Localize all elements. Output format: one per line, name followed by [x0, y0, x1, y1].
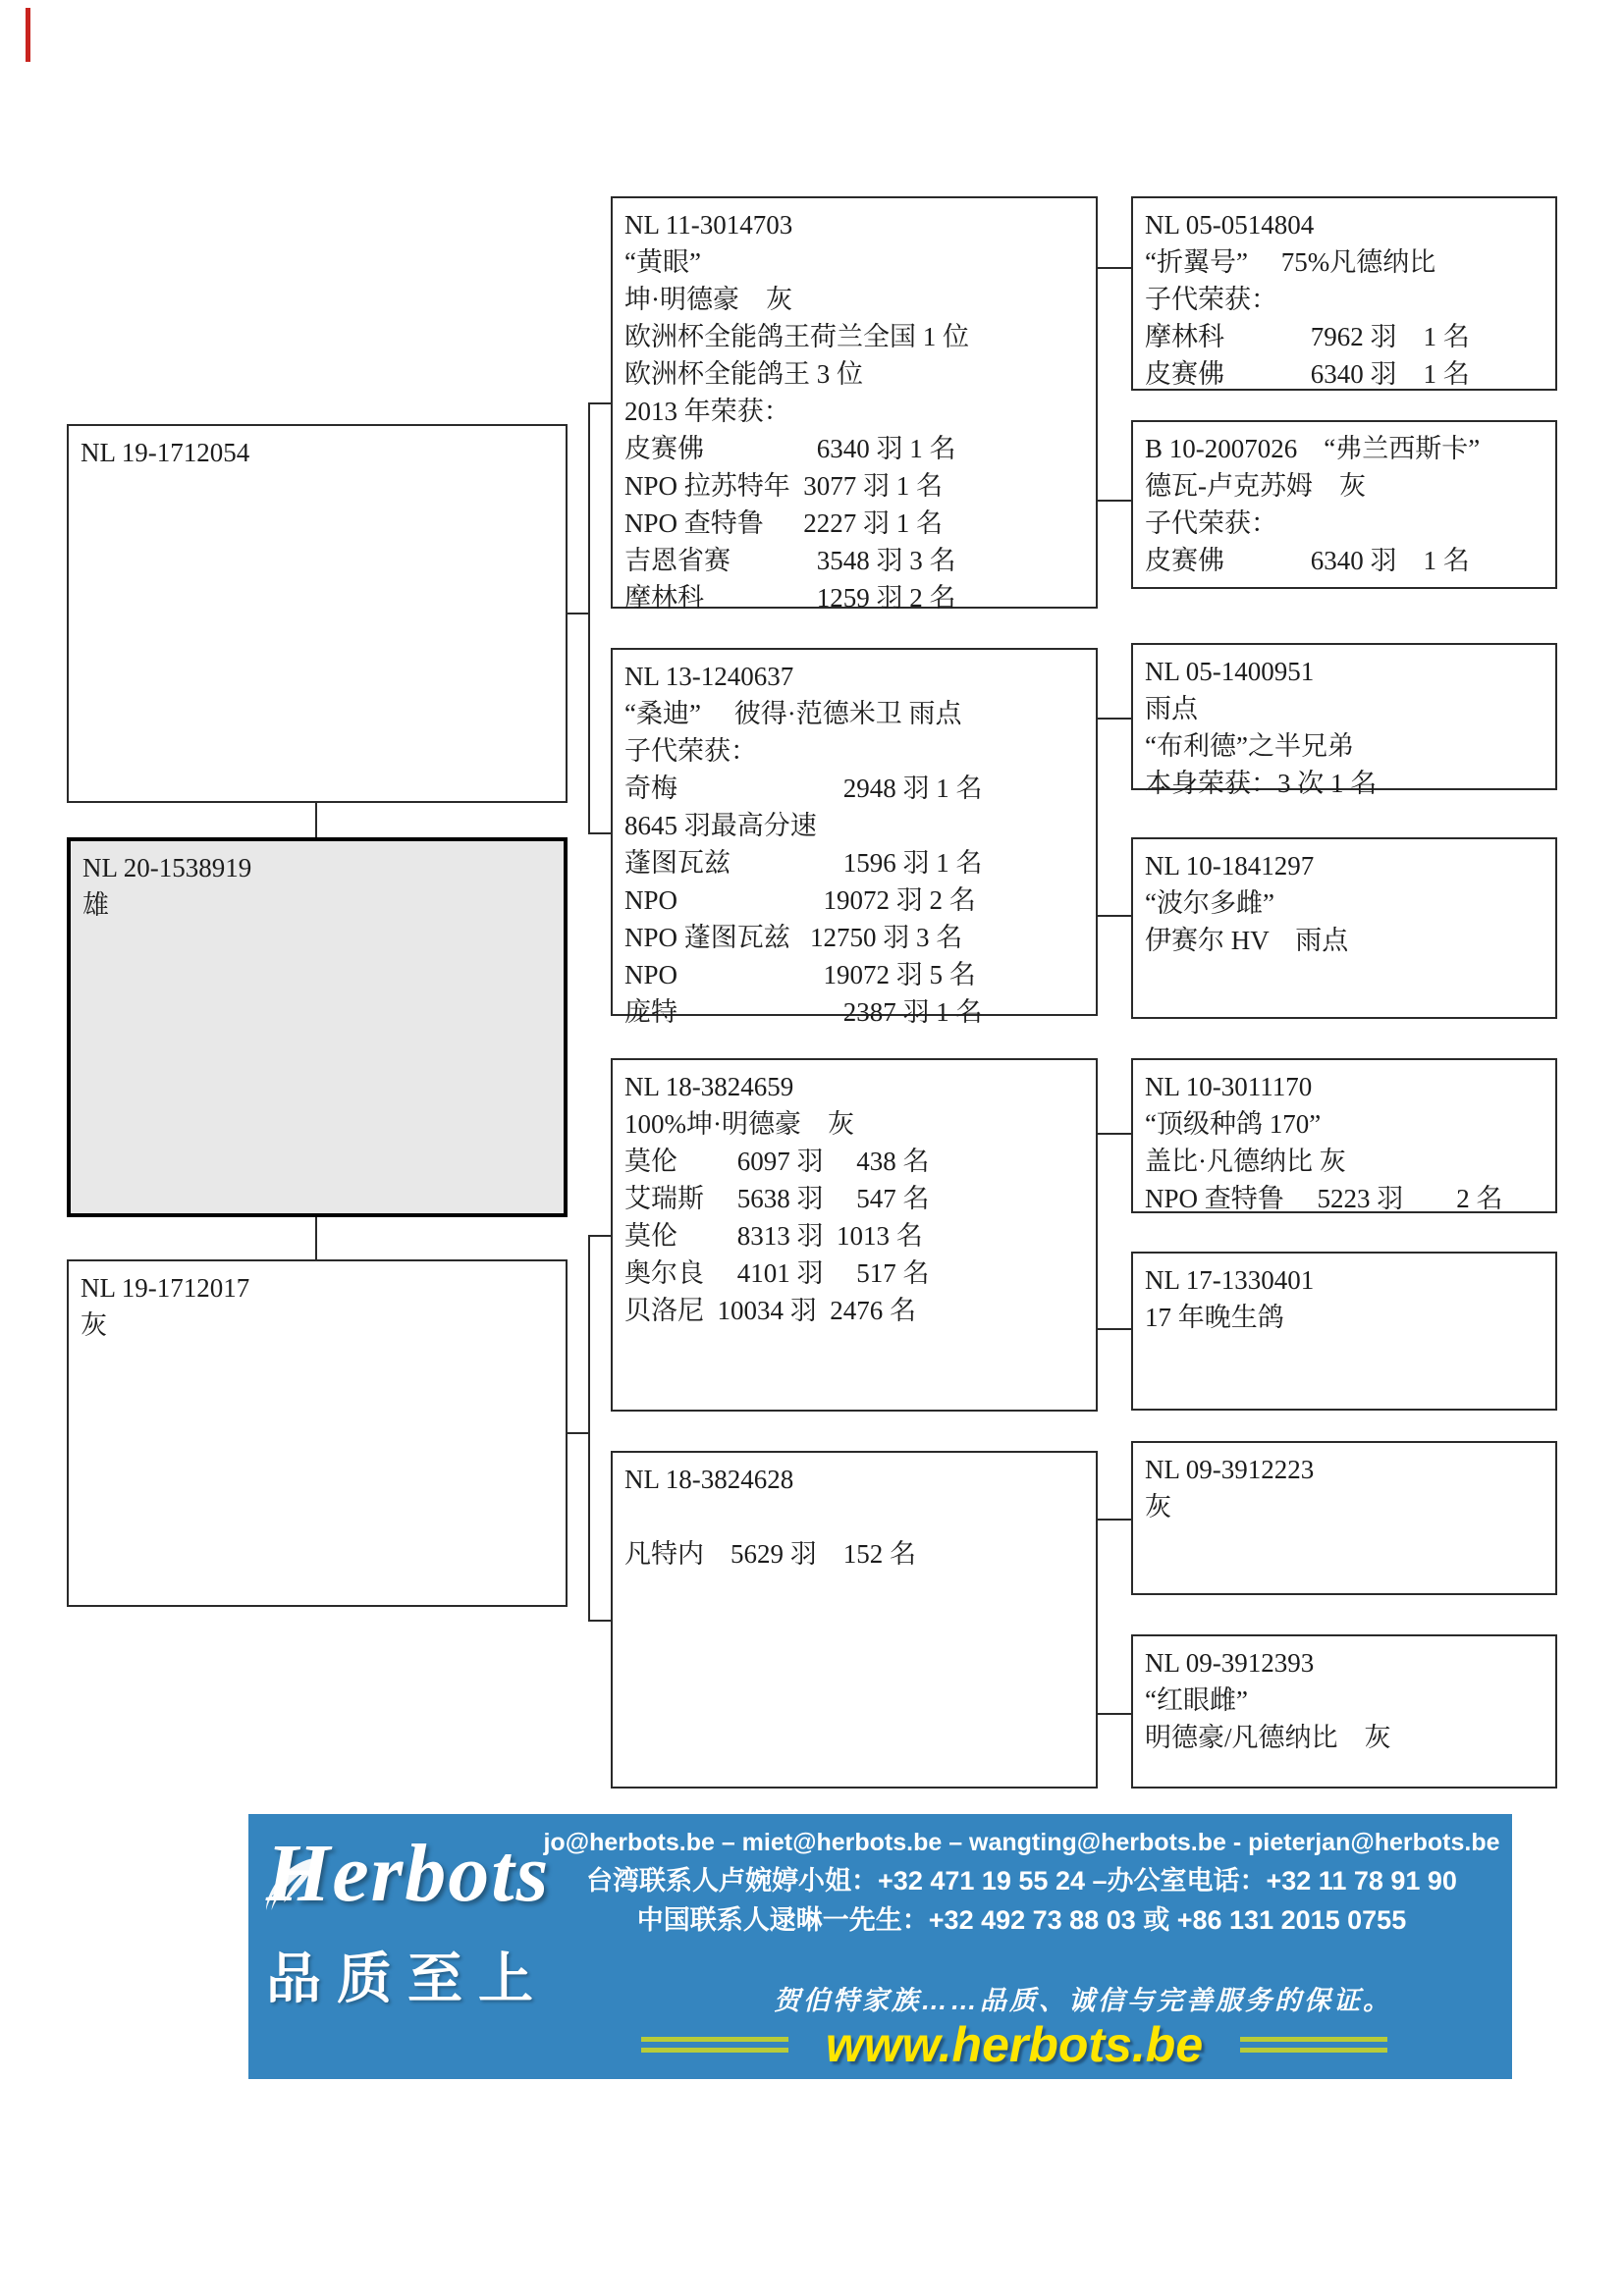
connector-m4-r8 — [1098, 1713, 1131, 1715]
feather-icon — [260, 1853, 323, 1921]
box-text-line: NPO 查特鲁 2227 羽 1 名 — [624, 508, 944, 538]
box-maternal-grandsire — [611, 1058, 1098, 1412]
connector-into-paternal-granddam — [588, 832, 611, 834]
box-paternal-granddam — [611, 648, 1098, 1027]
box-text-line: 8645 羽最高分速 — [624, 811, 817, 840]
box-text-line: 盖比·凡德纳比 灰 — [1145, 1147, 1346, 1176]
box-text-line: 奥尔良 4101 羽 517 名 — [624, 1258, 930, 1288]
box-text-line: NPO 19072 羽 5 名 — [624, 960, 976, 989]
box-subject — [67, 837, 568, 1217]
connector-m4-r7 — [1098, 1519, 1131, 1521]
banner-contact-china: 中国联系人逯晽一先生：+32 492 73 88 03 或 +86 131 2015 0755 — [636, 1905, 1407, 1935]
connector-m2-r4 — [1098, 915, 1131, 917]
box-paternal-grandsire — [611, 196, 1098, 613]
box-text-line: 贝洛尼 10034 羽 2476 名 — [624, 1296, 916, 1325]
box-text-line: 2013 年荣获： — [624, 397, 790, 426]
box-text-line: NPO 19072 羽 2 名 — [624, 885, 976, 915]
box-text-line: “波尔多雌” — [1145, 888, 1274, 918]
banner-contact-taiwan: 台湾联系人卢婉婷小姐：+32 471 19 55 24 –办公室电话：+32 11 78 91 90 — [586, 1866, 1457, 1896]
box-text-line: 欧洲杯全能鸽王荷兰全国 1 位 — [624, 322, 969, 351]
herbots-logo-text: Herbots — [266, 1828, 551, 1919]
box-maternal-granddam — [611, 1451, 1098, 1789]
box-text-line: “顶级种鸽 170” — [1145, 1109, 1322, 1139]
box-text-line: NL 17-1330401 — [1145, 1265, 1315, 1295]
banner-website-row — [543, 2016, 1486, 2073]
box-great-grandparent-1 — [1131, 196, 1557, 391]
scan-artifact-red-mark — [26, 8, 30, 62]
box-text-line: NL 05-1400951 — [1145, 657, 1315, 686]
box-text-line: 坤·明德豪 灰 — [624, 285, 792, 314]
box-text-line: NL 09-3912393 — [1145, 1648, 1315, 1678]
box-text-line: 灰 — [1145, 1492, 1171, 1522]
box-text-line: NL 18-3824628 — [624, 1465, 794, 1494]
box-text-line: 皮赛佛 6340 羽 1 名 — [1145, 359, 1470, 389]
box-text-line: NL 10-1841297 — [1145, 851, 1315, 881]
box-great-grandparent-4 — [1131, 837, 1557, 1019]
box-great-grandparent-6 — [1131, 1252, 1557, 1411]
box-text-line: 摩林科 1259 羽 2 名 — [624, 583, 956, 613]
banner-emails: jo@herbots.be – miet@herbots.be – wangting@herbots.be - pieterjan@herbots.be — [543, 1829, 1500, 1856]
connector-dam-stub — [568, 1432, 589, 1434]
box-text-line: 雨点 — [1145, 694, 1198, 723]
double-line-right — [1240, 2037, 1387, 2053]
box-text-line: 德瓦-卢克苏姆 灰 — [1145, 471, 1366, 501]
box-text-line: 莫伦 8313 羽 1013 名 — [624, 1221, 923, 1251]
box-text-line: 明德豪/凡德纳比 灰 — [1145, 1723, 1391, 1752]
box-text-line: 庞特 2387 羽 1 名 — [624, 997, 983, 1027]
banner-website: www.herbots.be — [825, 2017, 1204, 2072]
box-great-grandparent-2 — [1131, 420, 1557, 589]
box-text-line: NL 09-3912223 — [1145, 1455, 1315, 1484]
connector-dam-bracket — [588, 1235, 590, 1622]
connector-m2-r3 — [1098, 718, 1131, 720]
box-text-line: “折翼号” 75%凡德纳比 — [1145, 247, 1436, 277]
box-text-line: NL 19-1712017 — [81, 1273, 250, 1303]
connector-sire-bracket — [588, 402, 590, 834]
connector-subject-to-sire — [315, 803, 317, 837]
connector-into-maternal-grandsire — [588, 1235, 611, 1237]
double-line-left — [641, 2037, 788, 2053]
box-dam — [67, 1259, 568, 1607]
connector-subject-to-dam — [315, 1217, 317, 1259]
box-text-line: 100%坤·明德豪 灰 — [624, 1109, 854, 1139]
box-text-line: “布利德”之半兄弟 — [1145, 731, 1354, 761]
box-sire — [67, 424, 568, 803]
box-text-line: “红眼雌” — [1145, 1685, 1248, 1715]
box-text-line: 灰 — [81, 1310, 107, 1340]
box-text-line: NL 19-1712054 — [81, 438, 250, 467]
box-text-line: 皮赛佛 6340 羽 1 名 — [624, 434, 956, 463]
connector-m3-r6 — [1098, 1328, 1131, 1330]
box-text-line: NL 10-3011170 — [1145, 1072, 1313, 1101]
connector-into-paternal-grandsire — [588, 402, 611, 404]
box-text-line: NL 20-1538919 — [82, 853, 252, 882]
box-text-line: 摩林科 7962 羽 1 名 — [1145, 322, 1470, 351]
box-text-line: 子代荣获： — [1145, 508, 1277, 538]
herbots-slogan-cn: 品质至上 — [266, 1948, 549, 2009]
box-text-line: NPO 拉苏特年 3077 羽 1 名 — [624, 471, 944, 501]
box-text-line: NL 13-1240637 — [624, 662, 794, 691]
box-great-grandparent-3 — [1131, 643, 1557, 798]
box-text-line: 艾瑞斯 5638 羽 547 名 — [624, 1184, 930, 1213]
herbots-banner — [248, 1814, 1512, 2079]
box-text-line: 皮赛佛 6340 羽 1 名 — [1145, 546, 1470, 575]
box-text-line: NL 05-0514804 — [1145, 210, 1315, 240]
box-text-line: 凡特内 5629 羽 152 名 — [624, 1539, 916, 1569]
box-text-line: 伊赛尔 HV 雨点 — [1145, 926, 1349, 955]
box-text-line: 吉恩省赛 3548 羽 3 名 — [624, 546, 956, 575]
box-text-line: NPO 蓬图瓦兹 12750 羽 3 名 — [624, 923, 963, 952]
connector-m3-r5 — [1098, 1133, 1131, 1135]
connector-into-maternal-granddam — [588, 1620, 611, 1622]
banner-contact-block — [543, 1824, 1500, 1940]
box-text-line: NPO 查特鲁 5223 羽 2 名 — [1145, 1184, 1503, 1213]
box-text-line: 子代荣获： — [624, 736, 757, 766]
box-text-line: 17 年晚生鸽 — [1145, 1303, 1284, 1332]
box-text-line: NL 18-3824659 — [624, 1072, 794, 1101]
box-text-line: B 10-2007026 “弗兰西斯卡” — [1145, 434, 1481, 463]
connector-m1-r2 — [1098, 500, 1131, 502]
connector-m1-r1 — [1098, 267, 1131, 269]
box-great-grandparent-5 — [1131, 1058, 1557, 1213]
box-text-line: “桑迪” 彼得·范德米卫 雨点 — [624, 699, 962, 728]
connector-sire-stub — [568, 613, 589, 614]
banner-family-slogan: 贺伯特家族……品质、诚信与完善服务的保证。 — [774, 1986, 1392, 2015]
box-text-line: 本身荣获：3 次 1 名 — [1145, 769, 1378, 798]
box-text-line — [624, 1498, 1084, 1535]
box-great-grandparent-8 — [1131, 1634, 1557, 1789]
box-text-line: 蓬图瓦兹 1596 羽 1 名 — [624, 848, 983, 878]
box-text-line: 欧洲杯全能鸽王 3 位 — [624, 359, 863, 389]
box-text-line: 雄 — [82, 890, 109, 920]
box-text-line: 奇梅 2948 羽 1 名 — [624, 774, 983, 803]
box-text-line: 莫伦 6097 羽 438 名 — [624, 1147, 930, 1176]
box-text-line: NL 11-3014703 — [624, 210, 793, 240]
box-text-line: “黄眼” — [624, 247, 701, 277]
box-great-grandparent-7 — [1131, 1441, 1557, 1595]
box-text-line: 子代荣获： — [1145, 285, 1277, 314]
